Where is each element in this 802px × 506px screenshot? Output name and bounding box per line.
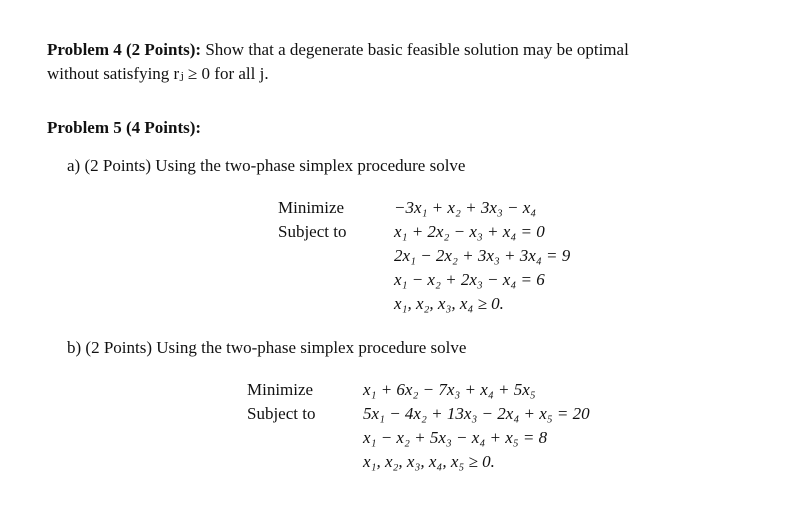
part-a-constraint-3: x₁ − x₂ + 2x₃ − x₄ = 6: [394, 270, 545, 289]
part-a-program: [394, 196, 570, 316]
problem4-heading: Problem 4 (2 Points):: [47, 40, 202, 59]
problem5-heading: [47, 118, 201, 138]
part-a-labels: [278, 196, 346, 244]
part-a-constraint-1: x₁ + 2x₂ − x₃ + x₄ = 0: [394, 222, 545, 241]
part-a-nonnegativity: x₁, x₂, x₃, x₄ ≥ 0.: [394, 294, 504, 313]
part-b-minimize-label: Minimize: [247, 380, 314, 399]
part-b-nonnegativity: x₁, x₂, x₃, x₄, x₅ ≥ 0.: [363, 452, 495, 471]
part-b-labels: [247, 378, 315, 426]
part-b-constraint-2: x₁ − x₂ + 5x₃ − x₄ + x₅ = 8: [363, 428, 548, 447]
part-b-subject-to-label: Subject to: [247, 404, 316, 423]
part-b-objective: x₁ + 6x₂ − 7x₃ + x₄ + 5x₅: [363, 380, 536, 399]
part-b-intro: b) (2 Points) Using the two-phase simplex procedure solve: [67, 338, 467, 357]
part-b-program: [363, 378, 590, 474]
part-a-subject-to-label: Subject to: [278, 222, 347, 241]
problem5-heading-text: Problem 5 (4 Points):: [47, 118, 202, 137]
problem4-statement-part2: without satisfying rⱼ ≥ 0 for all j.: [47, 64, 269, 83]
problem4-statement-part1: Show that a degenerate basic feasible solution may be optimal: [205, 40, 629, 59]
part-b-constraint-1: 5x₁ − 4x₂ + 13x₃ − 2x₄ + x₅ = 20: [363, 404, 590, 423]
part-a-minimize-label: Minimize: [278, 198, 345, 217]
part-a-objective: −3x₁ + x₂ + 3x₃ − x₄: [394, 198, 537, 217]
problem4-first-line: [47, 40, 629, 60]
part-a-constraint-2: 2x₁ − 2x₂ + 3x₃ + 3x₄ = 9: [394, 246, 571, 265]
part-a-intro: a) (2 Points) Using the two-phase simplex procedure solve: [67, 156, 466, 175]
